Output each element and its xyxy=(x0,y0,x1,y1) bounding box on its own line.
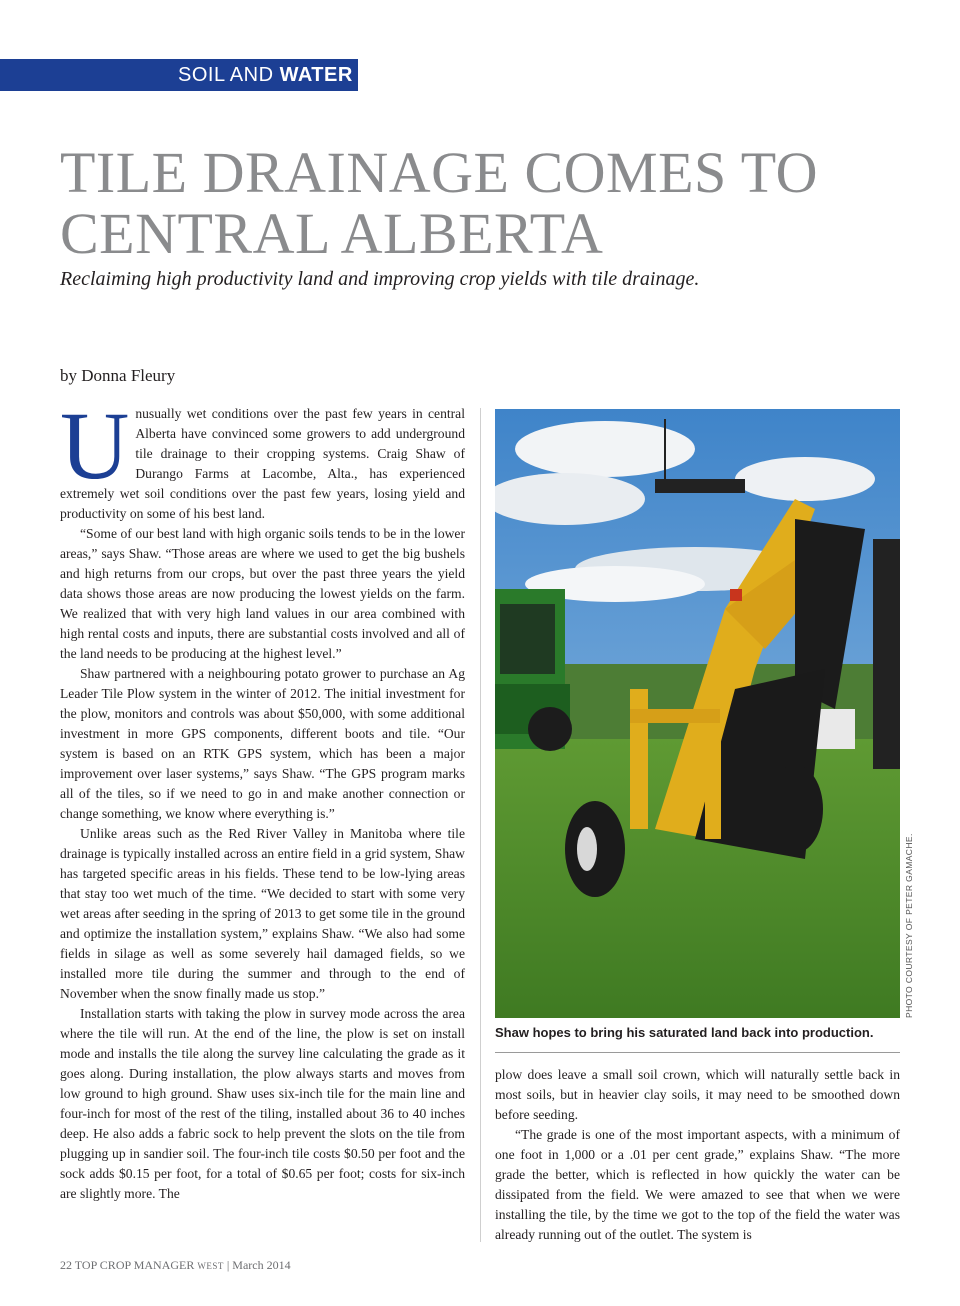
paragraph-2: “Some of our best land with high organic soils tends to be in the lower areas,” says Shaw. “Those areas are where we used to get the big bushels and high returns from our crops, but over the past three years the yield data shows those areas are now producing the lowest yields on the farm. We realized that with very high land values in our area combined with high rental costs and inputs, there are substantial costs involved and all of the land needs to be producing at the highest level.” xyxy=(60,526,465,661)
article-title-line-2: CENTRAL ALBERTA xyxy=(60,201,604,266)
magazine-name: TOP CROP MANAGER xyxy=(74,1258,195,1272)
page-footer xyxy=(60,1258,291,1273)
paragraph-3: Shaw partnered with a neighbouring potato grower to purchase an Ag Leader Tile Plow system in the winter of 2012. The initial investment for the plow, monitors and controls was about $50,000, with some additional investment in more GPS components, different boots and tile. “Our system is based on an RTK GPS system, which has been a major improvement over laser systems,” says Shaw. “The GPS program marks all of the tiles, so if we need to go in and make another connection or change something, we know where everything is.” xyxy=(60,666,465,821)
paragraph-4: Unlike areas such as the Red River Valley in Manitoba where tile drainage is typically installed across an entire field in a grid system, Shaw has targeted specific areas in his fields. These tend to be low-lying areas that stay too wet much of the time. “We decided to start with some very wet areas after seeding in the spring of 2013 to get some tile in the ground and optimize the installation system,” explains Shaw. “We also had some fields in silage as well as some severely hail damaged fields, so we installed more tile during the summer and through to the end of November when the snow finally made us stop.” xyxy=(60,826,465,1001)
byline: by Donna Fleury xyxy=(60,366,176,385)
photo-credit: PHOTO COURTESY OF PETER GAMACHE. xyxy=(904,833,914,1018)
article-title-line-1: TILE DRAINAGE COMES TO xyxy=(60,140,819,205)
section-label-regular: SOIL AND xyxy=(178,64,274,86)
section-label-bold: WATER xyxy=(279,64,353,86)
paragraph-7: “The grade is one of the most important aspects, with a minimum of one foot in 1,000 or a .01 per cent grade,” explains Shaw. “The more grade the better, which is reflected in how quickly the water can be dissipated from the field. We were amazed to see that when we were installing the tile, by the time we got to the top of the field the water was already running out of the outlet. The system is xyxy=(495,1127,900,1242)
column-divider xyxy=(480,408,481,1242)
issue-date: March 2014 xyxy=(232,1258,291,1272)
paragraph-6: plow does leave a small soil crown, which will naturally settle back in most soils, but in heavier clay soils, it may need to be smoothed down before seeding. xyxy=(495,1067,900,1122)
right-column xyxy=(495,1065,900,1245)
page-number: 22 xyxy=(60,1258,72,1272)
paragraph-5: Installation starts with taking the plow in survey mode across the area where the tile will run. At the end of the line, the plow is set on install mode and installs the tile along the survey line calculating the grade as it goes along. During installation, the plow always starts and moves from low ground to high ground. Shaw uses six-inch tile for the main line and four-inch for most of the rest of the tiling, installed about 36 to 40 inches deep. He also adds a fabric sock to help prevent the slots on the tile from plugging up in sandier soil. The four-inch tile costs $0.50 per foot and the sock adds $0.15 per foot, for a total of $0.65 per foot; costs for six-inch are slightly more. The xyxy=(60,1006,465,1201)
footer-separator: | xyxy=(226,1258,230,1272)
photo-caption: Shaw hopes to bring his saturated land back into production. xyxy=(495,1025,874,1040)
magazine-edition: WEST xyxy=(197,1261,224,1271)
article-subtitle: Reclaiming high productivity land and improving crop yields with tile drainage. xyxy=(60,268,700,290)
left-column xyxy=(60,392,465,1204)
section-banner xyxy=(0,59,358,91)
drop-cap: U xyxy=(60,392,130,499)
paragraph-1 xyxy=(60,392,465,524)
tile-plow-photo xyxy=(495,409,900,1018)
paragraph-1-text: nusually wet conditions over the past few years in central Alberta have convinced some growers to add underground tile drainage to their cropping systems. Craig Shaw of Durango Farms at Lacombe, Alta., has experienced extremely wet soil conditions over the past few years, losing yield and productivity on some of his best land. xyxy=(60,406,465,521)
article-title xyxy=(60,142,920,264)
caption-rule xyxy=(495,1052,900,1053)
